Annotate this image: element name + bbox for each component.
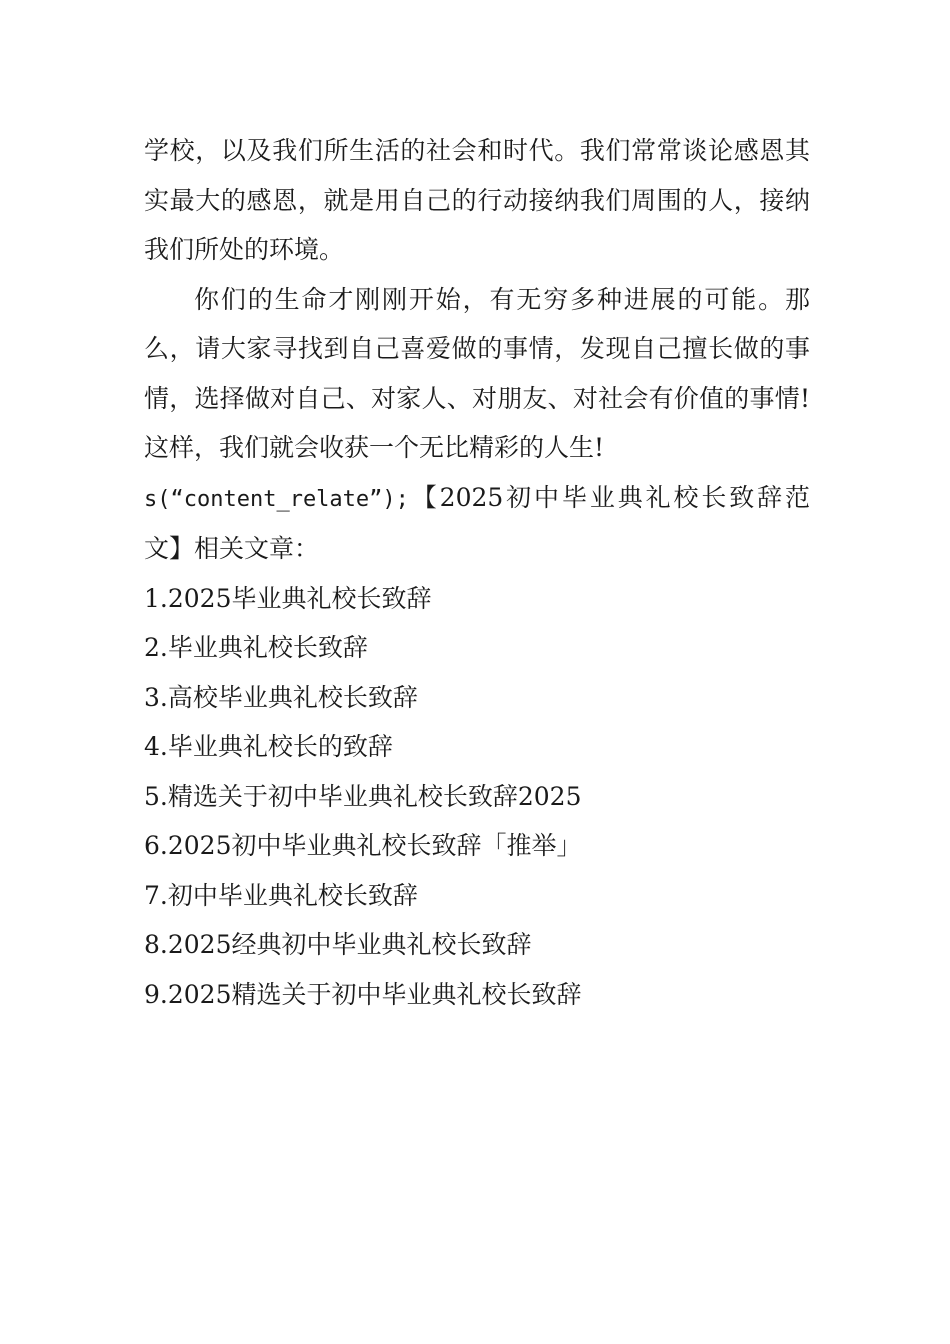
related-article-link[interactable]: 8.2025经典初中毕业典礼校长致辞 — [144, 930, 532, 959]
related-articles-heading-line — [144, 473, 810, 574]
related-article-link[interactable]: 9.2025精选关于初中毕业典礼校长致辞 — [144, 979, 582, 1009]
related-article-link[interactable]: 5.精选关于初中毕业典礼校长致辞2025 — [144, 781, 582, 811]
paragraph-gratitude: 学校，以及我们所生活的社会和时代。我们常常谈论感恩其实最大的感恩，就是用自己的行动接纳我们周围的人，接纳我们所处的环境。 — [144, 136, 810, 264]
document-body — [144, 126, 810, 1019]
related-article-link[interactable]: 2.毕业典礼校长致辞 — [144, 633, 368, 662]
code-snippet: s(“content_relate”); — [144, 486, 409, 512]
related-articles-heading: 【2025初中毕业典礼校长致辞范文】相关文章： — [144, 482, 810, 563]
paragraph-future: 你们的生命才刚刚开始，有无穷多种进展的可能。那么，请大家寻找到自己喜爱做的事情，发现自己擅长做的事情，选择做对自己、对家人、对朋友、对社会有价值的事情!这样，我们就会收获一个无比精彩的人生! — [144, 284, 810, 462]
related-article-link[interactable]: 7.初中毕业典礼校长致辞 — [144, 880, 418, 910]
related-article-link[interactable]: 3.高校毕业典礼校长致辞 — [144, 682, 418, 712]
related-article-link[interactable]: 6.2025初中毕业典礼校长致辞「推举」 — [144, 831, 582, 860]
related-article-link[interactable]: 1.2025毕业典礼校长致辞 — [144, 583, 432, 613]
related-articles-list — [144, 574, 810, 1020]
related-article-link[interactable]: 4.毕业典礼校长的致辞 — [144, 732, 393, 761]
